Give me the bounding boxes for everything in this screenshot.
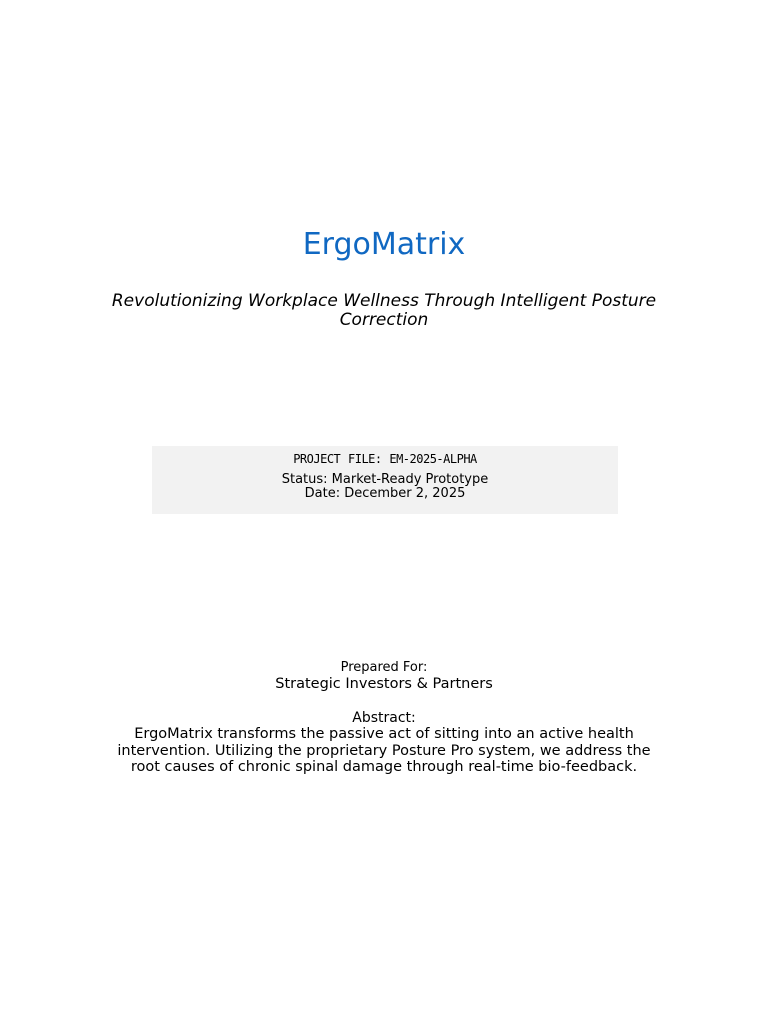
abstract-text: ErgoMatrix transforms the passive act of sitting into an active health intervention. Utilizing the proprietary Posture Pro system, we address the root causes of chronic spinal damage through real-time bio-feedback. <box>117 726 651 776</box>
project-status: Status: Market-Ready Prototype <box>281 472 489 487</box>
project-file-label: PROJECT FILE: EM-2025-ALPHA <box>293 452 477 466</box>
document-title: ErgoMatrix <box>302 227 466 262</box>
prepared-for-label: Prepared For: <box>340 660 428 675</box>
abstract-label: Abstract: <box>352 710 416 726</box>
document-subtitle: Revolutionizing Workplace Wellness Through Intelligent Posture Correction <box>111 291 657 330</box>
project-info-box <box>152 446 618 514</box>
prepared-for-value: Strategic Investors & Partners <box>275 676 493 692</box>
project-date: Date: December 2, 2025 <box>304 486 466 501</box>
